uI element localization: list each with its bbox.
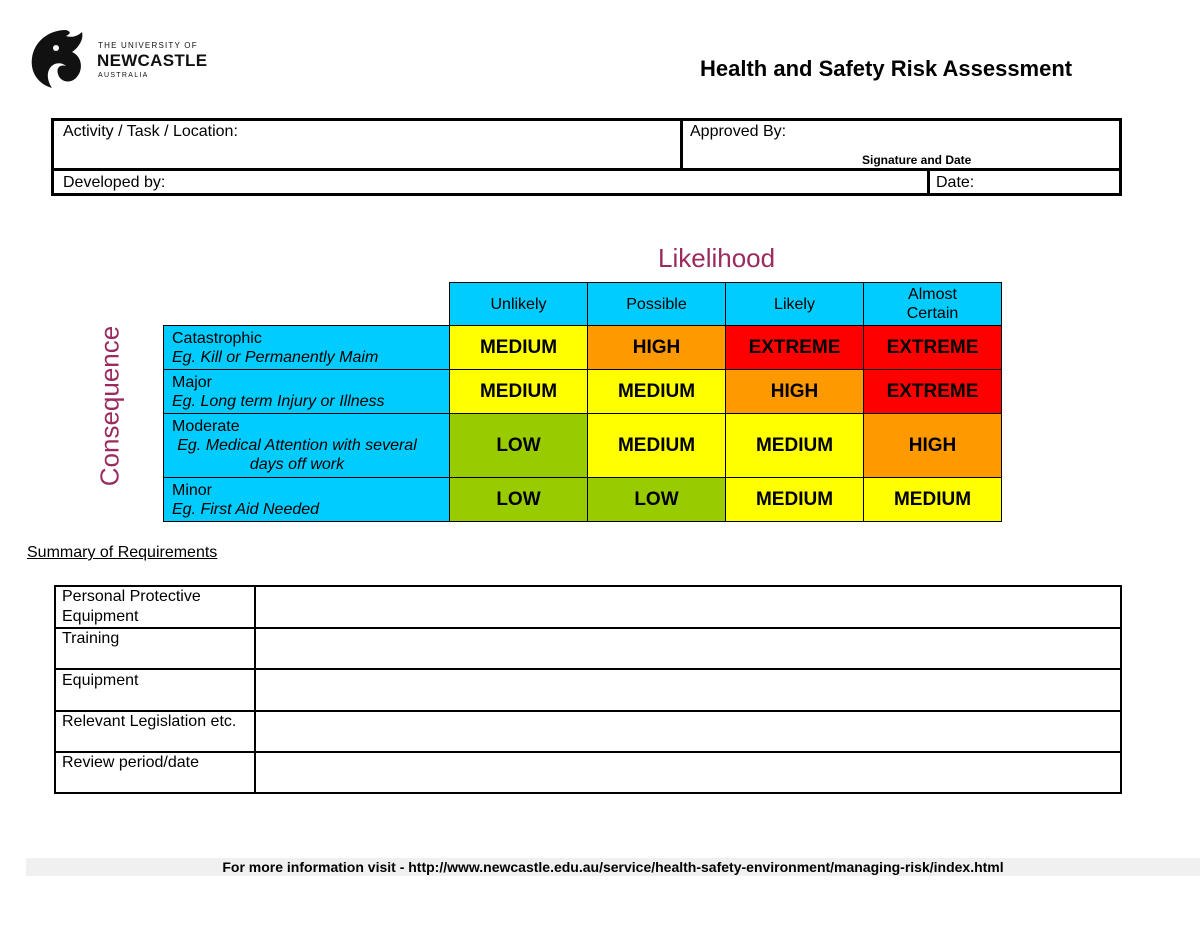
header-divider-2 bbox=[927, 171, 930, 193]
column-header-possible: Possible bbox=[587, 282, 726, 326]
row-title: Major bbox=[172, 373, 213, 391]
row-header-catastrophic bbox=[163, 325, 450, 370]
table-row bbox=[55, 586, 1121, 628]
footer-info: For more information visit - http://www.newcastle.edu.au/service/health-safety-environment/managing-risk/index.html bbox=[26, 858, 1200, 876]
summary-value-field[interactable] bbox=[255, 669, 1121, 711]
table-row bbox=[55, 669, 1121, 711]
risk-cell: HIGH bbox=[725, 369, 864, 414]
activity-label: Activity / Task / Location: bbox=[63, 123, 238, 140]
date-label: Date: bbox=[936, 174, 975, 191]
row-description: Eg. Long term Injury or Illness bbox=[172, 392, 385, 410]
row-description: Eg. First Aid Needed bbox=[172, 500, 320, 518]
column-header-likely: Likely bbox=[725, 282, 864, 326]
risk-cell: MEDIUM bbox=[587, 369, 726, 414]
risk-cell: MEDIUM bbox=[863, 477, 1002, 522]
developed-by-label: Developed by: bbox=[63, 174, 166, 191]
row-title: Minor bbox=[172, 481, 213, 499]
risk-cell: HIGH bbox=[863, 413, 1002, 478]
summary-label: Training bbox=[55, 628, 255, 669]
logo-line-3: AUSTRALIA bbox=[98, 72, 149, 79]
header-top-row bbox=[51, 118, 1122, 171]
column-header-unlikely: Unlikely bbox=[449, 282, 588, 326]
row-description: Eg. Medical Attention with several days off work bbox=[177, 437, 417, 473]
risk-cell: LOW bbox=[449, 477, 588, 522]
university-logo bbox=[26, 26, 216, 96]
risk-cell: EXTREME bbox=[863, 369, 1002, 414]
risk-cell: MEDIUM bbox=[449, 369, 588, 414]
risk-cell: MEDIUM bbox=[587, 413, 726, 478]
summary-label: Relevant Legislation etc. bbox=[55, 711, 255, 752]
consequence-title: Consequence bbox=[94, 325, 125, 487]
row-header-major bbox=[163, 369, 450, 414]
summary-table bbox=[54, 585, 1122, 794]
risk-cell: HIGH bbox=[587, 325, 726, 370]
summary-label: Review period/date bbox=[55, 752, 255, 793]
document-title: Health and Safety Risk Assessment bbox=[700, 56, 1073, 81]
row-title: Catastrophic bbox=[172, 329, 262, 347]
summary-value-field[interactable] bbox=[255, 711, 1121, 752]
summary-value-field[interactable] bbox=[255, 628, 1121, 669]
header-bottom-row bbox=[51, 168, 1122, 196]
summary-title: Summary of Requirements bbox=[27, 544, 218, 561]
table-row bbox=[55, 628, 1121, 669]
summary-value-field[interactable] bbox=[255, 752, 1121, 793]
row-title: Moderate bbox=[172, 418, 240, 435]
risk-cell: LOW bbox=[449, 413, 588, 478]
header-divider bbox=[680, 121, 683, 168]
signature-note: Signature and Date bbox=[862, 153, 972, 167]
row-description: Eg. Kill or Permanently Maim bbox=[172, 348, 379, 366]
risk-cell: MEDIUM bbox=[725, 477, 864, 522]
likelihood-title: Likelihood bbox=[658, 243, 776, 273]
table-row bbox=[55, 711, 1121, 752]
table-row bbox=[55, 752, 1121, 793]
risk-cell: MEDIUM bbox=[449, 325, 588, 370]
seahorse-logo-icon bbox=[26, 26, 94, 94]
logo-line-2: NEWCASTLE bbox=[97, 51, 208, 70]
logo-line-1: THE UNIVERSITY OF bbox=[98, 41, 198, 50]
risk-cell: LOW bbox=[587, 477, 726, 522]
column-header-almost-certain: Almost Certain bbox=[863, 282, 1002, 326]
risk-cell: MEDIUM bbox=[725, 413, 864, 478]
risk-cell: EXTREME bbox=[863, 325, 1002, 370]
summary-value-field[interactable] bbox=[255, 586, 1121, 628]
summary-label: Equipment bbox=[55, 669, 255, 711]
row-header-minor bbox=[163, 477, 450, 522]
summary-label: Personal Protective Equipment bbox=[55, 586, 255, 628]
approved-by-label: Approved By: bbox=[690, 123, 787, 140]
row-header-moderate bbox=[163, 413, 450, 478]
risk-cell: EXTREME bbox=[725, 325, 864, 370]
